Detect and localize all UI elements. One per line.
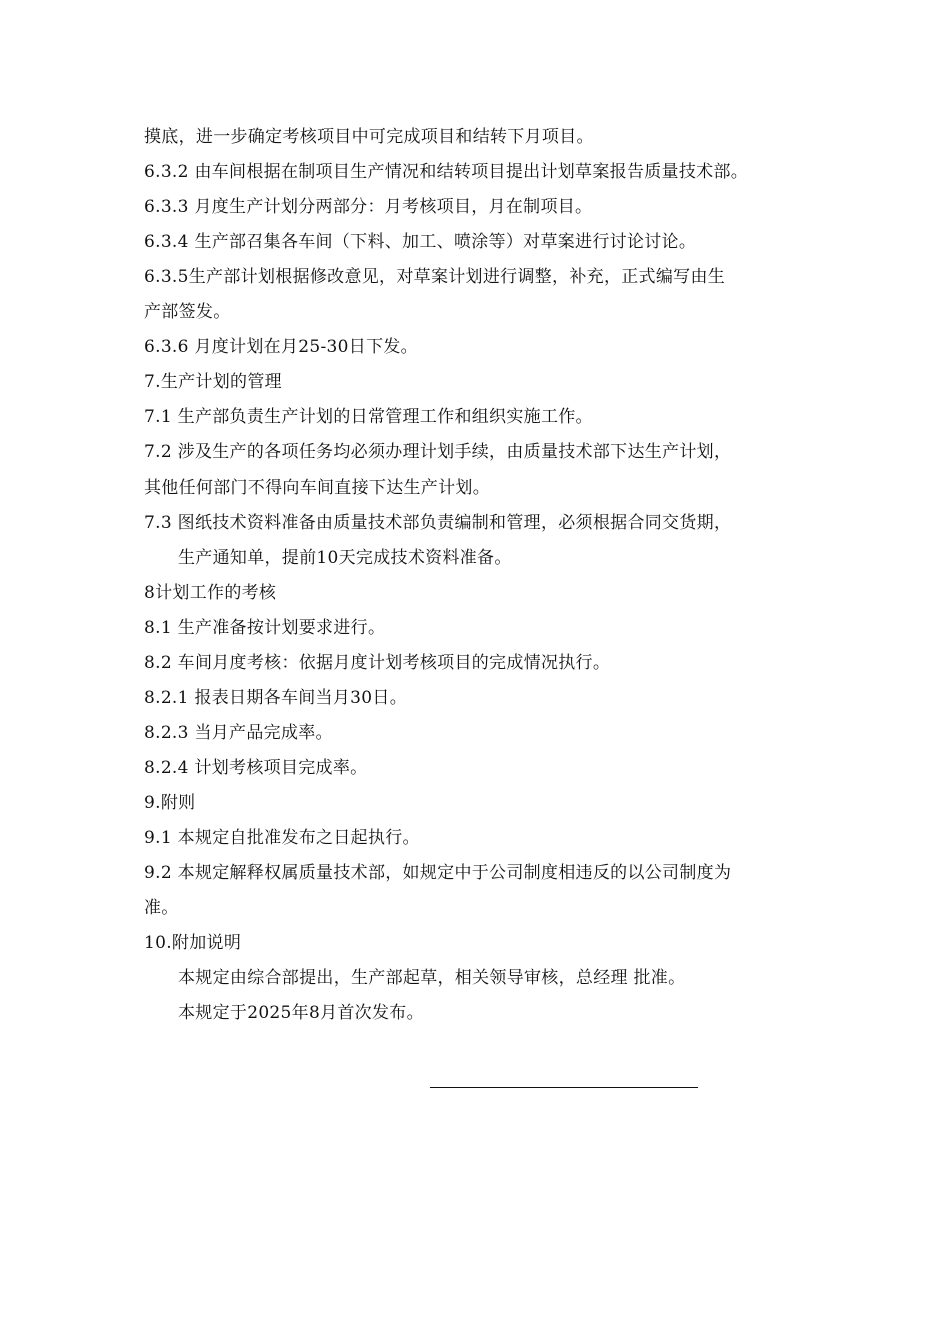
text-line-7-2-cont: 其他任何部门不得向车间直接下达生产计划。 — [144, 478, 490, 498]
text-line-10-1: 本规定由综合部提出，生产部起草，相关领导审核，总经理 批准。 — [178, 968, 686, 988]
text-line-8-2-3: 8.2.3 当月产品完成率。 — [144, 723, 333, 743]
section-heading-10: 10.附加说明 — [144, 933, 242, 953]
text-line-6-3-3: 6.3.3 月度生产计划分两部分：月考核项目，月在制项目。 — [144, 197, 593, 217]
text-line-9-2: 9.2 本规定解释权属质量技术部，如规定中于公司制度相违反的以公司制度为 — [144, 863, 732, 883]
section-heading-7: 7.生产计划的管理 — [144, 372, 282, 392]
text-line-7-3: 7.3 图纸技术资料准备由质量技术部负责编制和管理，必须根据合同交货期， — [144, 513, 732, 533]
text-line-7-2: 7.2 涉及生产的各项任务均必须办理计划手续，由质量技术部下达生产计划， — [144, 442, 732, 462]
text-line-6-3-6: 6.3.6 月度计划在月25-30日下发。 — [144, 337, 418, 357]
text-line-8-2-1: 8.2.1 报表日期各车间当月30日。 — [144, 688, 407, 708]
end-rule-divider — [430, 1087, 698, 1088]
text-line-8-1: 8.1 生产准备按计划要求进行。 — [144, 618, 386, 638]
text-line-6-3-5: 6.3.5生产部计划根据修改意见，对草案计划进行调整，补充，正式编写由生 — [144, 267, 726, 287]
text-line-7-3-cont: 生产通知单，提前10天完成技术资料准备。 — [178, 548, 512, 568]
text-line-7-1: 7.1 生产部负责生产计划的日常管理工作和组织实施工作。 — [144, 407, 593, 427]
text-line-6-3-5-cont: 产部签发。 — [144, 302, 231, 322]
text-line-10-2: 本规定于2025年8月首次发布。 — [178, 1003, 424, 1023]
text-line-8-2: 8.2 车间月度考核：依据月度计划考核项目的完成情况执行。 — [144, 653, 611, 673]
text-line-9-1: 9.1 本规定自批准发布之日起执行。 — [144, 828, 420, 848]
section-heading-9: 9.附则 — [144, 793, 196, 813]
text-line-9-2-cont: 准。 — [144, 898, 179, 918]
text-line-6-3-2: 6.3.2 由车间根据在制项目生产情况和结转项目提出计划草案报告质量技术部。 — [144, 162, 749, 182]
text-line-1: 摸底，进一步确定考核项目中可完成项目和结转下月项目。 — [144, 127, 594, 147]
text-line-6-3-4: 6.3.4 生产部召集各车间（下料、加工、喷涂等）对草案进行讨论讨论。 — [144, 232, 697, 252]
section-heading-8: 8计划工作的考核 — [144, 583, 277, 603]
text-line-8-2-4: 8.2.4 计划考核项目完成率。 — [144, 758, 368, 778]
